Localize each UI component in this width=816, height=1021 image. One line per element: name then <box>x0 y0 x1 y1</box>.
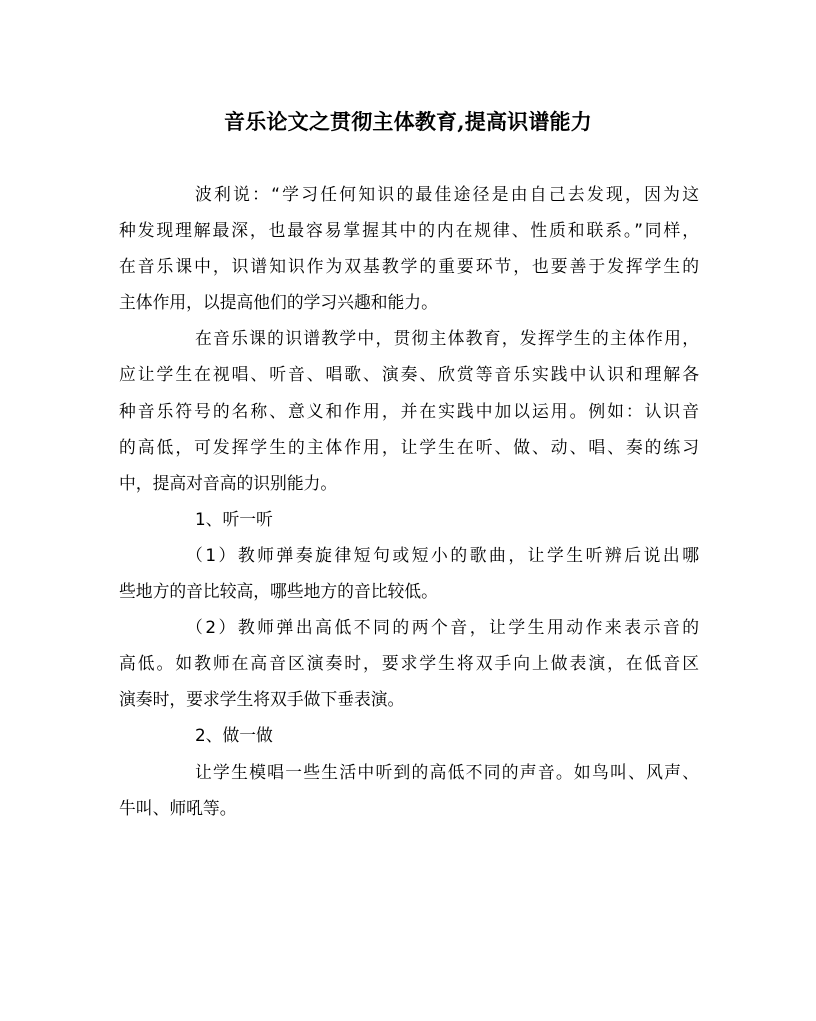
section-heading: 2、做一做 <box>195 725 273 746</box>
text-line: 高低。如教师在高音区演奏时，要求学生将双手向上做表演，在低音区 <box>119 653 699 674</box>
text-line: 波利说：“学习任何知识的最佳途径是由自己去发现，因为这 <box>195 184 699 204</box>
text-line: 些地方的音比较高，哪些地方的音比较低。 <box>119 581 438 602</box>
paragraph-intro <box>119 176 699 320</box>
text-line: 种发现理解最深，也最容易掌握其中的内在规律、性质和联系。”同样， <box>119 220 699 241</box>
section-heading-listen <box>119 501 699 537</box>
paragraph-item-2 <box>119 754 699 826</box>
document-title: 音乐论文之贯彻主体教育,提高识谱能力 <box>224 109 592 134</box>
section-heading-do <box>119 717 699 753</box>
text-line: 主体作用，以提高他们的学习兴趣和能力。 <box>119 292 438 313</box>
text-line: 中，提高对音高的识别能力。 <box>119 472 338 493</box>
paragraph-method <box>119 320 699 500</box>
text-line: （2）教师弹出高低不同的两个音，让学生用动作来表示音的 <box>186 617 699 638</box>
document-body <box>119 176 699 826</box>
list-item-1-1 <box>119 537 699 609</box>
text-line: 种音乐符号的名称、意义和作用，并在实践中加以运用。例如：认识音 <box>119 400 699 421</box>
text-line: 演奏时，要求学生将双手做下垂表演。 <box>119 689 405 710</box>
text-line: 牛叫、师吼等。 <box>119 797 237 818</box>
text-line: 让学生模唱一些生活中听到的高低不同的声音。如鸟叫、风声、 <box>195 761 699 782</box>
text-line: （1）教师弹奏旋律短句或短小的歌曲，让学生听辨后说出哪 <box>186 544 699 565</box>
text-line: 的高低，可发挥学生的主体作用，让学生在听、做、动、唱、奏的练习 <box>119 436 699 457</box>
text-line: 应让学生在视唱、听音、唱歌、演奏、欣赏等音乐实践中认识和理解各 <box>119 364 699 385</box>
list-item-1-2 <box>119 609 699 717</box>
section-heading: 1、听一听 <box>195 508 273 529</box>
text-line: 在音乐课的识谱教学中，贯彻主体教育，发挥学生的主体作用， <box>195 328 699 349</box>
text-line: 在音乐课中，识谱知识作为双基教学的重要环节，也要善于发挥学生的 <box>119 256 699 277</box>
